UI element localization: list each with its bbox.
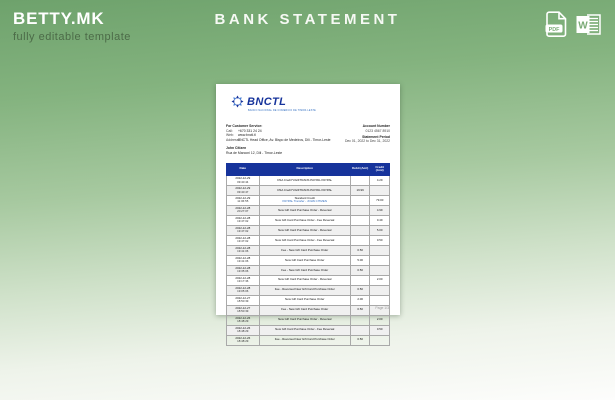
table-row — [227, 176, 390, 186]
cell-debit: 19.99 — [350, 186, 370, 196]
brand-logo: BETTY.MK — [13, 9, 105, 28]
cell-description: New Gift Card Purchase Order - Fee Reversal — [259, 215, 350, 225]
table-row — [227, 285, 390, 295]
cell-description-link: PAYPAL Transfer - JOHN CITIZEN — [282, 199, 327, 204]
cell-description: DSA Credit*UGIFTRANS PAYPAL PAYPAL — [259, 176, 350, 186]
table-row — [227, 335, 390, 345]
customer-service-address: Address: BNCTL Head Office, Av. Bispo de Medeiros, Dili - Timor-Leste — [226, 137, 331, 142]
cell-debit: 5.00 — [350, 255, 370, 265]
cell-date: 2022-12-28 19:47:02 — [227, 225, 260, 235]
cell-debit: 0.50 — [350, 265, 370, 275]
brand-tagline: fully editable template — [13, 31, 131, 43]
cell-debit: 0.50 — [350, 335, 370, 345]
column-header-credit: Credit (Amt) — [370, 163, 390, 176]
cell-credit — [370, 285, 390, 295]
cell-date: 2022-12-28 20:27:07 — [227, 205, 260, 215]
customer-service-call: Call: +670 331 24 24 — [226, 128, 262, 133]
cell-date: 2022-12-28 19:17:36 — [227, 275, 260, 285]
statement-info-section — [226, 124, 390, 156]
cell-credit — [370, 335, 390, 345]
bank-logo — [231, 95, 390, 108]
cell-credit: 2.00 — [370, 315, 390, 325]
cell-date: 2022-12-27 18:50:39 — [227, 295, 260, 305]
statement-period-label: Statement Period — [362, 134, 390, 139]
table-row — [227, 196, 390, 206]
table-row — [227, 275, 390, 285]
cell-debit — [350, 225, 370, 235]
cell-debit — [350, 275, 370, 285]
cell-description: Standard Credit PAYPAL Transfer - JOHN CITIZEN — [259, 196, 350, 206]
cell-debit — [350, 325, 370, 335]
table-row — [227, 325, 390, 335]
table-row — [227, 265, 390, 275]
cell-credit — [370, 295, 390, 305]
customer-service-block — [226, 124, 331, 156]
cell-description: New Gift Card Purchase Order — [259, 255, 350, 265]
word-tile-label: W — [578, 20, 588, 32]
cell-date: 2022-12-26 18:48:29 — [227, 335, 260, 345]
page-number: Page 1/3 — [375, 306, 389, 310]
cell-description: Fee - Reversed New Gift Card Purchase Order — [259, 335, 350, 345]
table-row — [227, 235, 390, 245]
cell-description: Fee - New Gift Card Purchase Order — [259, 245, 350, 255]
table-row — [227, 205, 390, 215]
cell-description: New Gift Card Purchase Order - Reversal — [259, 205, 350, 215]
pdf-download-icon[interactable] — [545, 11, 568, 38]
cell-credit — [370, 265, 390, 275]
cell-date: 2022-12-28 19:41:06 — [227, 255, 260, 265]
cell-credit — [370, 255, 390, 265]
cell-debit: 2.00 — [350, 295, 370, 305]
cell-credit — [370, 186, 390, 196]
cell-credit: 0.50 — [370, 325, 390, 335]
cell-date: 2022-12-29 09:40:44 — [227, 176, 260, 186]
word-sheet-lines — [589, 19, 598, 31]
cell-debit — [350, 215, 370, 225]
cell-date: 2022-12-29 09:40:47 — [227, 186, 260, 196]
cell-description: New Gift Card Purchase Order — [259, 295, 350, 305]
cell-debit — [350, 205, 370, 215]
table-row — [227, 315, 390, 325]
statement-period-value: Dec 01, 2022 to Dec 31, 2022 — [344, 139, 390, 144]
cell-date: 2022-12-28 19:41:06 — [227, 245, 260, 255]
customer-service-web: Web: www.bnctl.tl — [226, 133, 256, 138]
cell-description: Fee - Reversed New Gift Card Purchase Order — [259, 285, 350, 295]
cell-credit: 2.00 — [370, 275, 390, 285]
cell-credit: 79.00 — [370, 196, 390, 206]
column-header-debit: Debit (Amt) — [350, 163, 370, 176]
customer-address: Rua de Marconi 12, Dili - Timor-Leste — [226, 150, 283, 155]
table-row — [227, 215, 390, 225]
cell-description: DSA Credit*UGIFTRANS PAYPAL PAYPAL — [259, 186, 350, 196]
cell-credit: 0.49 — [370, 215, 390, 225]
pdf-badge-label: PDF — [548, 26, 560, 33]
cell-debit: 0.50 — [350, 285, 370, 295]
page-title: BANK STATEMENT — [214, 11, 401, 28]
cell-debit — [350, 176, 370, 186]
cell-date: 2022-12-28 19:35:06 — [227, 265, 260, 275]
cell-credit — [370, 245, 390, 255]
cell-debit — [350, 196, 370, 206]
cell-description: New Gift Card Purchase Order - Reversal — [259, 315, 350, 325]
transactions-table-body — [227, 176, 390, 345]
cell-date: 2022-12-28 19:47:02 — [227, 215, 260, 225]
cell-credit: 4.99 — [370, 205, 390, 215]
cell-credit: 4.29 — [370, 176, 390, 186]
cell-debit — [350, 315, 370, 325]
transactions-table — [226, 163, 390, 346]
customer-name: John Citizen — [226, 146, 247, 151]
cell-credit: 0.50 — [370, 235, 390, 245]
column-header-date: Date — [227, 163, 260, 176]
cell-description: New Gift Card Purchase Order - Fee Reversal — [259, 235, 350, 245]
customer-block — [226, 146, 331, 155]
bank-star-icon — [231, 95, 244, 108]
customer-service-heading: For Customer Service: — [226, 124, 263, 128]
cell-description: New Gift Card Purchase Order - Fee Reversal — [259, 325, 350, 335]
download-icons — [545, 11, 602, 38]
cell-date: 2022-12-27 18:50:39 — [227, 305, 260, 315]
cell-debit: 0.50 — [350, 305, 370, 315]
cell-date: 2022-12-28 19:05:06 — [227, 285, 260, 295]
table-row — [227, 255, 390, 265]
cell-date: 2022-12-26 18:48:29 — [227, 325, 260, 335]
cell-description: Fee - New Gift Card Purchase Order — [259, 305, 350, 315]
cell-description: Fee - New Gift Card Purchase Order — [259, 265, 350, 275]
bank-tagline: BANCO NACIONAL DE COMERCIO DE TIMOR-LESTE — [248, 109, 316, 112]
table-row — [227, 225, 390, 235]
table-row — [227, 295, 390, 305]
cell-date: 2022-12-26 18:48:29 — [227, 315, 260, 325]
bank-name: BNCTL — [247, 96, 287, 108]
transactions-table-header — [227, 163, 390, 176]
cell-description: New Gift Card Purchase Order - Reversal — [259, 225, 350, 235]
bank-statement-document — [216, 84, 400, 344]
account-block — [345, 124, 390, 156]
account-number-label: Account Number — [362, 124, 390, 128]
cell-debit: 0.50 — [350, 245, 370, 255]
cell-date: 2022-12-29 11:06:55 — [227, 196, 260, 206]
cell-debit — [350, 235, 370, 245]
column-header-description: Description — [259, 163, 350, 176]
cell-credit: 5.00 — [370, 225, 390, 235]
cell-description: New Gift Card Purchase Order - Reversal — [259, 275, 350, 285]
table-row — [227, 245, 390, 255]
cell-date: 2022-12-28 19:47:02 — [227, 235, 260, 245]
table-row — [227, 305, 390, 315]
table-row — [227, 186, 390, 196]
word-download-icon[interactable] — [576, 11, 602, 38]
account-number-value: 0123 4567 8910 — [365, 128, 390, 133]
